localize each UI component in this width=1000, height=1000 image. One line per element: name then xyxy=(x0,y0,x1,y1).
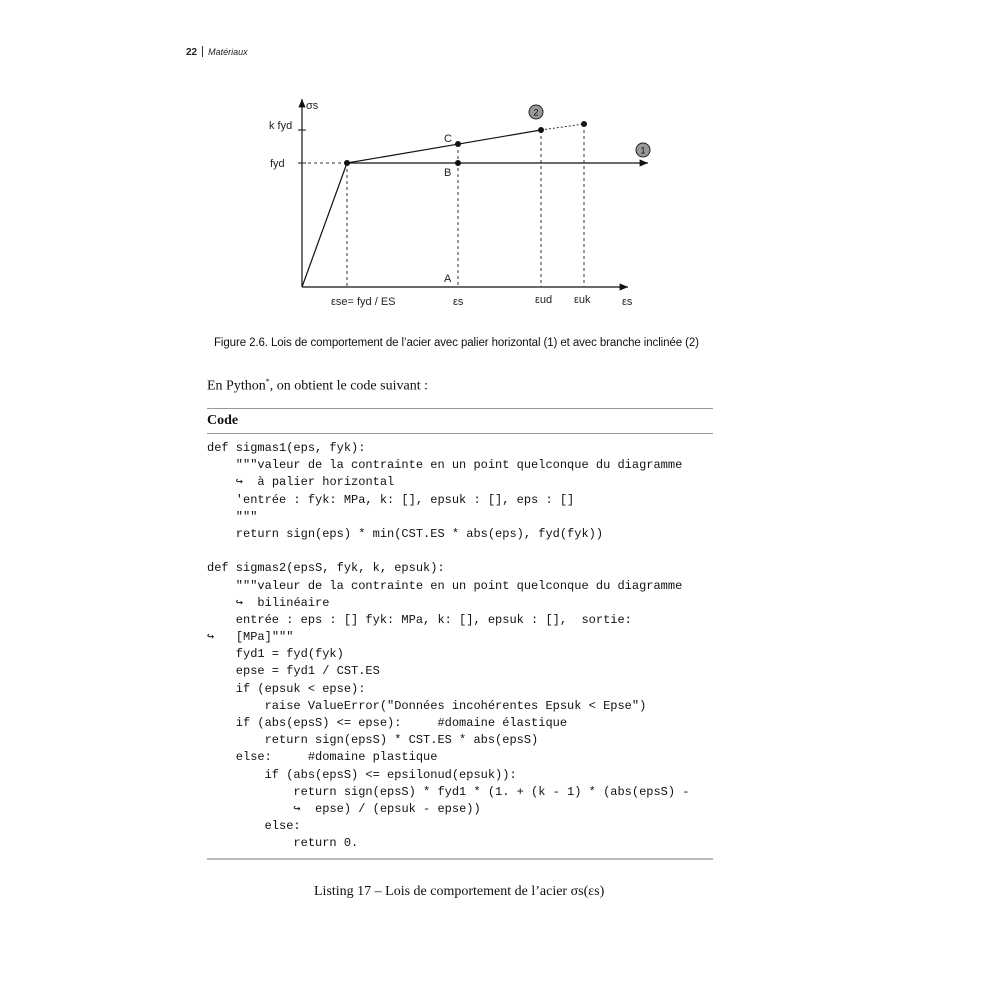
euk-label: εuk xyxy=(574,294,591,306)
point-b-label: B xyxy=(444,167,452,179)
code-line: def sigmas1(eps, fyk): xyxy=(207,441,366,455)
es-label: εs xyxy=(453,296,464,308)
intro-rest: , on obtient le code suivant : xyxy=(269,378,428,394)
eud-label: εud xyxy=(535,294,553,306)
yield-point xyxy=(344,160,350,166)
code-line: """ xyxy=(207,509,258,524)
code-block xyxy=(207,440,689,853)
code-line: """valeur de la contrainte en un point quelconque du diagramme xyxy=(207,458,683,473)
intro-paragraph xyxy=(207,377,428,395)
code-line: ↪ [MPa]""" xyxy=(207,630,294,645)
code-line: epse = fyd1 / CST.ES xyxy=(207,664,380,679)
x-axis-label: εs xyxy=(622,296,633,308)
page-number: 22 xyxy=(186,47,198,58)
inclined-extension xyxy=(541,124,584,130)
code-line: else: #domaine plastique xyxy=(207,750,438,765)
y-axis-label: σs xyxy=(306,100,319,112)
figure-caption: Figure 2.6. Lois de comportement de l’acier avec palier horizontal (1) et avec branche inclinée (2) xyxy=(214,337,699,349)
code-line: if (abs(epsS) <= epse): #domaine élastique xyxy=(207,716,568,730)
code-line: ↪ à palier horizontal xyxy=(207,475,395,490)
code-line: return sign(epsS) * fyd1 * (1. + (k - 1) * (abs(epsS) - xyxy=(207,784,690,799)
code-line: fyd1 = fyd(fyk) xyxy=(207,647,344,662)
kfyd-label: k fyd xyxy=(269,120,293,132)
code-line: entrée : eps : [] fyk: MPa, k: [], epsuk : [], sortie: xyxy=(207,612,632,627)
code-line: ↪ bilinéaire xyxy=(207,595,330,610)
section-title: Matériaux xyxy=(208,47,248,57)
code-rule-top xyxy=(207,408,713,409)
code-line: return sign(epsS) * CST.ES * abs(epsS) xyxy=(207,733,539,748)
steel-stress-strain-diagram xyxy=(0,0,1000,330)
point-ud xyxy=(538,127,544,133)
intro-text: En Python xyxy=(207,378,266,394)
code-line: def sigmas2(epsS, fyk, k, epsuk): xyxy=(207,561,445,576)
point-c-label: C xyxy=(444,133,452,145)
code-line xyxy=(207,543,689,560)
ese-label: εse= fyd / ES xyxy=(331,296,396,308)
point-uk xyxy=(581,121,587,127)
elastic-branch xyxy=(302,163,347,287)
marker-1-label: 1 xyxy=(640,145,646,156)
code-rule-bottom xyxy=(207,858,713,860)
code-line: if (epsuk < epse): xyxy=(207,681,366,696)
listing-caption: Listing 17 – Lois de comportement de l’acier σs(εs) xyxy=(314,884,605,899)
code-line: return 0. xyxy=(207,836,359,851)
code-rule-mid xyxy=(207,433,713,434)
point-a-label: A xyxy=(444,273,452,285)
point-c xyxy=(455,141,461,147)
marker-2-label: 2 xyxy=(533,107,539,118)
footnote-mark: * xyxy=(265,377,270,386)
code-line: """valeur de la contrainte en un point quelconque du diagramme xyxy=(207,578,683,593)
fyd-label: fyd xyxy=(270,158,285,170)
code-line: raise ValueError("Données incohérentes Epsuk < Epse") xyxy=(207,698,647,713)
code-line: return sign(eps) * min(CST.ES * abs(eps), fyd(fyk)) xyxy=(207,526,604,541)
code-heading: Code xyxy=(207,413,239,428)
code-line: else: xyxy=(207,819,301,834)
point-b xyxy=(455,160,461,166)
code-line: if (abs(epsS) <= epsilonud(epsuk)): xyxy=(207,767,517,782)
code-line: ↪ epse) / (epsuk - epse)) xyxy=(207,801,481,816)
code-line: 'entrée : fyk: MPa, k: [], epsuk : [], eps : [] xyxy=(207,492,575,507)
